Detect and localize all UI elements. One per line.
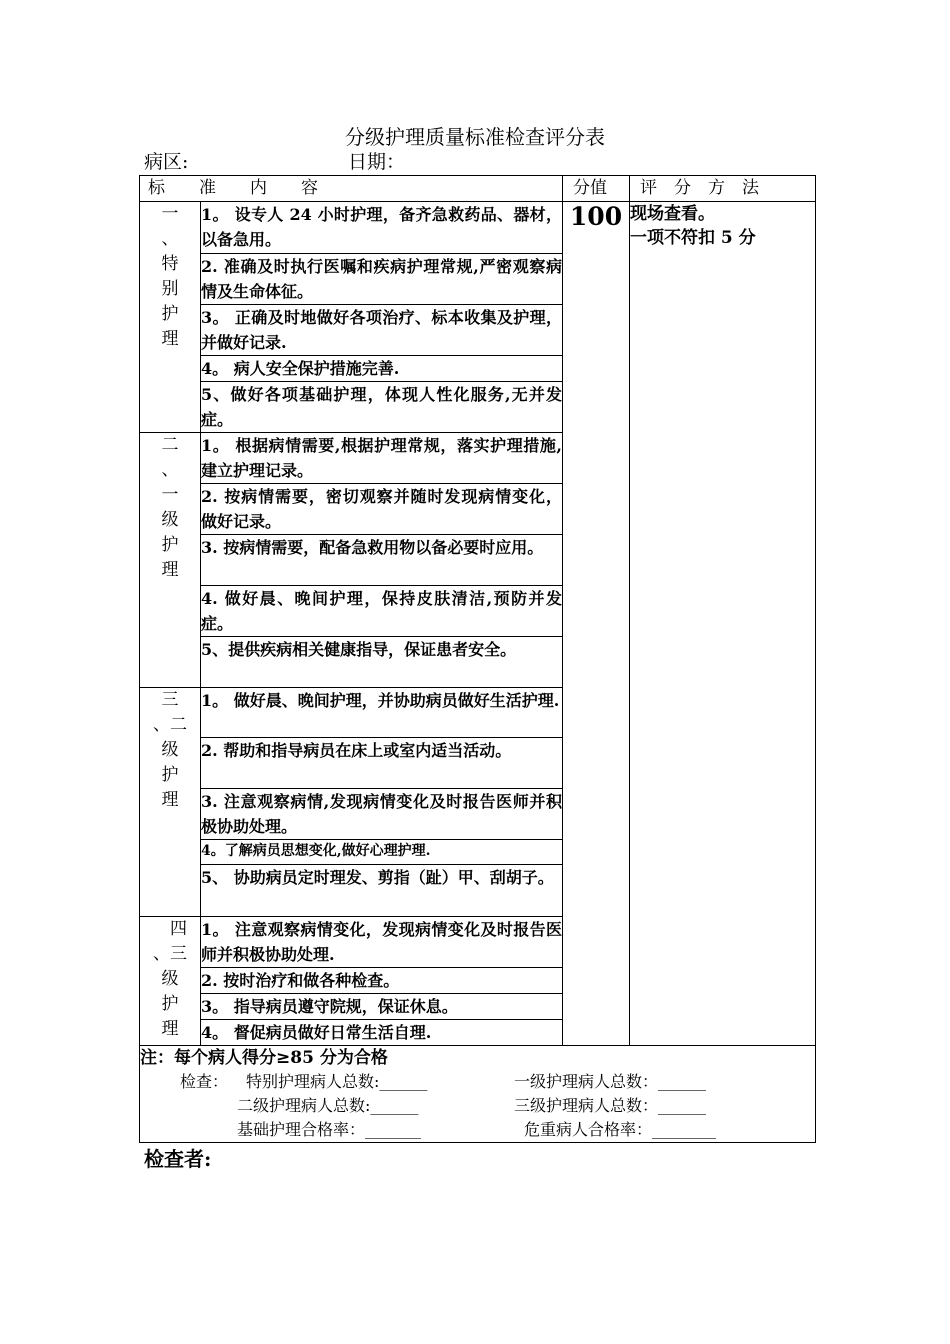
- table-row: [140, 202, 816, 254]
- list-item: 1。 根据病情需要,根据护理常规，落实护理措施,建立护理记录。: [201, 433, 563, 484]
- scoring-method: 现场查看。 一项不符扣 5 分: [630, 202, 816, 1046]
- list-item: 4. 做好晨、晚间护理，保持皮肤清洁,预防并发症。: [201, 586, 563, 637]
- special-care-total: 特别护理病人总数:______: [246, 1072, 428, 1091]
- level2-total: 二级护理病人总数:______: [237, 1096, 419, 1115]
- category-level2-care: 三 、二 级 护 理: [140, 688, 201, 917]
- check-label: 检查：: [180, 1072, 229, 1091]
- list-item: 3。 正确及时地做好各项治疗、标本收集及护理，并做好记录.: [201, 305, 563, 356]
- scoring-table: [139, 175, 816, 1143]
- header-method: 评 分 方 法: [630, 176, 816, 202]
- header-content: 标 准 内 容: [140, 176, 563, 202]
- list-item: 2. 按时治疗和做各种检查。: [201, 968, 563, 994]
- list-item: 2. 按病情需要，密切观察并随时发现病情变化， 做好记录。: [201, 484, 563, 535]
- footer-summary: [140, 1046, 816, 1143]
- category-level1-care: 二 、 一 级 护 理: [140, 433, 201, 688]
- level3-total: 三级护理病人总数：______: [514, 1096, 707, 1115]
- score-value: 100: [563, 202, 630, 1046]
- basic-care-rate: 基础护理合格率：_______: [237, 1120, 422, 1139]
- list-item: 5、提供疾病相关健康指导，保证患者安全。: [201, 637, 563, 688]
- list-item: 1。 做好晨、晚间护理，并协助病员做好生活护理.: [201, 688, 563, 738]
- list-item: 4。 督促病员做好日常生活自理.: [201, 1020, 563, 1046]
- list-item: 3. 按病情需要，配备急救用物以备必要时应用。: [201, 535, 563, 586]
- critical-rate: 危重病人合格率：________: [524, 1120, 717, 1139]
- list-item: 5、 协助病员定时理发、剪指（趾）甲、刮胡子。: [201, 865, 563, 917]
- list-item: 2. 帮助和指导病员在床上或室内适当活动。: [201, 738, 563, 789]
- pass-note: 注：每个病人得分≥85 分为合格: [140, 1048, 388, 1068]
- list-item: 4。了解病员思想变化,做好心理护理.: [201, 840, 563, 865]
- footer-row: [140, 1046, 816, 1143]
- date-label: 日期：: [348, 151, 406, 173]
- list-item: 4。 病人安全保护措施完善.: [201, 356, 563, 382]
- list-item: 3。 指导病员遵守院规，保证休息。: [201, 994, 563, 1020]
- list-item: 5、做好各项基础护理，体现人性化服务,无并发症。: [201, 382, 563, 433]
- inspector-label: 检查者:: [144, 1147, 212, 1171]
- header-row: [140, 176, 816, 202]
- category-special-care: 一 、 特 别 护 理: [140, 202, 201, 433]
- list-item: 2. 准确及时执行医嘱和疾病护理常规,严密观察病情及生命体征。: [201, 254, 563, 305]
- list-item: 1。 注意观察病情变化，发现病情变化及时报告医师并积极协助处理.: [201, 917, 563, 968]
- page-title: 分级护理质量标准检查评分表: [345, 125, 605, 149]
- list-item: 1。 设专人 24 小时护理，备齐急救药品、器材，以备急用。: [201, 202, 563, 254]
- level1-total: 一级护理病人总数：______: [514, 1072, 707, 1091]
- ward-label: 病区:: [144, 151, 189, 173]
- header-score: 分值: [563, 176, 630, 202]
- category-level3-care: 四 、三 级 护 理: [140, 917, 201, 1046]
- list-item: 3. 注意观察病情,发现病情变化及时报告医师并积极协助处理。: [201, 789, 563, 840]
